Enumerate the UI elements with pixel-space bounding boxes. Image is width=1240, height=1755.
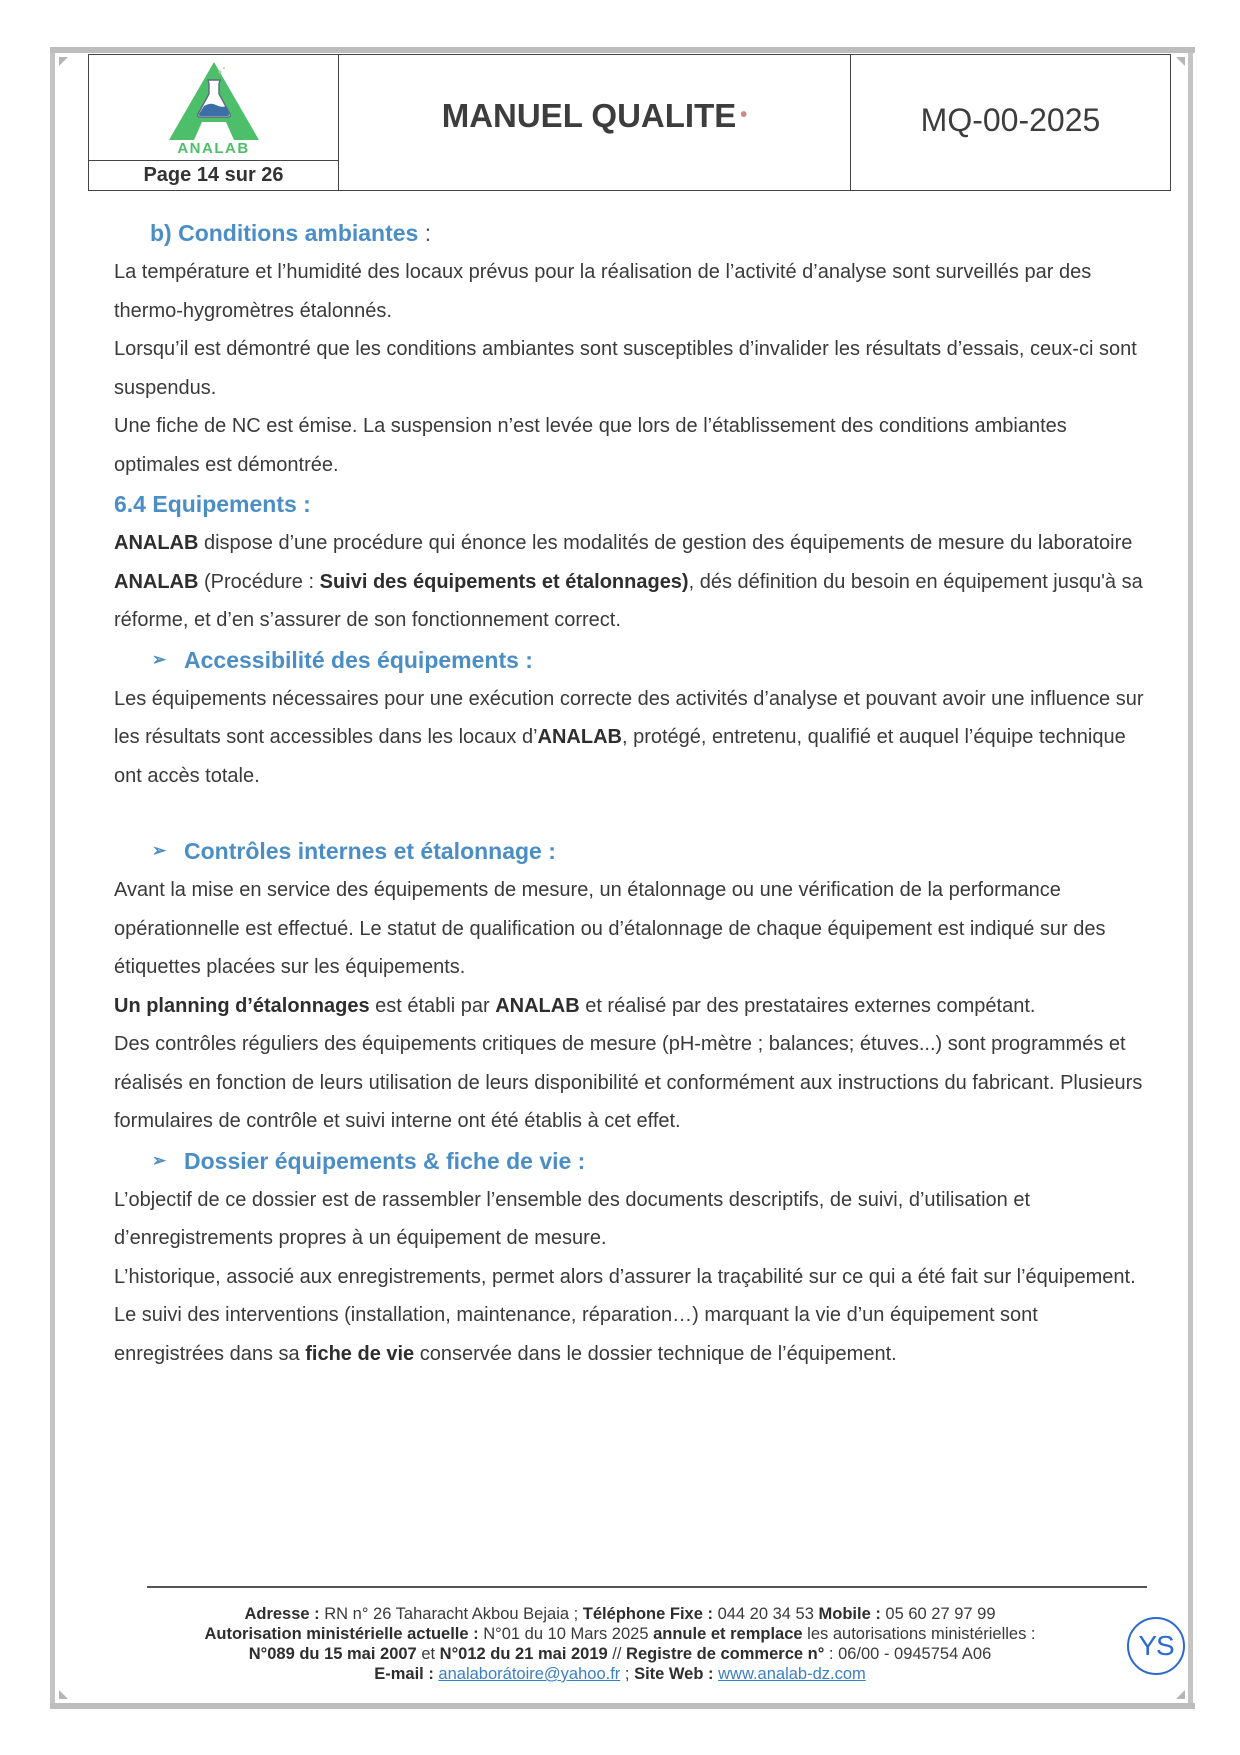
label: Site Web : [634, 1665, 714, 1683]
email-link[interactable]: analaborátoire@yahoo.fr [438, 1665, 621, 1683]
document-footer [150, 1604, 1090, 1684]
bold-text: fiche de vie [305, 1342, 415, 1365]
paragraph [114, 1296, 1144, 1373]
subsection-heading-accessibilite [114, 640, 1144, 680]
page-number: Page 14 sur 26 [89, 160, 338, 190]
text: , protégé, entretenu, qualifié et auquel l’équipe technique ont accès totale. [114, 726, 1126, 787]
footer-line-address [150, 1604, 1090, 1624]
company-logo [89, 55, 338, 160]
analab-flask-logo-icon [164, 60, 264, 140]
value: RN n° 26 Taharacht Akbou Bejaia ; [319, 1605, 583, 1623]
website-link[interactable]: www.analab-dz.com [718, 1665, 866, 1683]
document-title: MANUEL QUALITE [441, 96, 737, 134]
text: dispose d’une procédure qui énonce les modalités de gestion des équipements de mesure du laboratoire [198, 532, 1133, 554]
title-dot-mark: • [740, 104, 748, 126]
page-border-top [50, 47, 1195, 53]
paragraph: Des contrôles réguliers des équipements critiques de mesure (pH-mètre ; balances; étuves...) sont programmés et réalisés en fonction de leurs utilisation de leurs disponibilité et conformément aux instructions du fabricant. Plusieurs formulaires de contrôle et suivi interne ont été établis à cet effet. [114, 1033, 1143, 1132]
bold-text: Un planning d’étalonnages [114, 994, 370, 1017]
text: Les équipements nécessaires pour une exécution correcte des activités d’analyse et pouvant avoir une influence sur les résultats sont accessibles dans les locaux d’ [114, 687, 1144, 748]
page-border-bottom [50, 1703, 1195, 1709]
logo-text: ANALAB [177, 140, 250, 157]
page-border-left [50, 53, 55, 1703]
value: N°01 du 10 Mars 2025 [478, 1625, 654, 1643]
bold-text: ANALAB [114, 532, 199, 554]
footer-line-registry [150, 1644, 1090, 1664]
heading-text: Contrôles internes et étalonnage : [184, 838, 556, 864]
value: 05 60 27 97 99 [880, 1605, 996, 1623]
paragraph: La température et l’humidité des locaux prévus pour la réalisation de l’activité d’analyse sont surveillés par des thermo-hygromètres étalonnés. [114, 261, 1092, 322]
bold-text: ANALAB [114, 570, 199, 593]
label: N°012 du 21 mai 2019 [439, 1645, 608, 1663]
subsection-heading-controles [114, 831, 1144, 871]
corner-mark-top-right [1176, 57, 1185, 66]
bold-text: Suivi des équipements et étalonnages) [319, 570, 689, 593]
paragraph: Une fiche de NC est émise. La suspension n’est levée que lors de l’établissement des conditions ambiantes optimales est démontrée. [114, 415, 1067, 476]
paragraph: Lorsqu’il est démontré que les conditions ambiantes sont susceptibles d’invalider les résultats d’essais, ceux-ci sont suspendus. [114, 338, 1137, 399]
header-title-cell [339, 55, 851, 190]
paragraph [114, 680, 1144, 796]
section-heading-equipements: 6.4 Equipements : [114, 491, 311, 517]
initials-stamp: YS [1127, 1617, 1185, 1675]
document-body [114, 213, 1144, 1373]
spacer [114, 795, 1144, 831]
footer-line-authorization [150, 1624, 1090, 1644]
label: Téléphone Fixe : [582, 1605, 713, 1623]
heading-text: Accessibilité des équipements : [184, 646, 533, 673]
corner-mark-bottom-left [59, 1690, 68, 1699]
separator: ; [620, 1665, 635, 1683]
corner-mark-top-left [59, 57, 68, 66]
document-header [88, 54, 1171, 191]
text: , dés définition du besoin en équipement jusqu'à sa réforme, et d’en s’assurer de son fonctionnement correct. [114, 570, 1143, 631]
paragraph: L’objectif de ce dossier est de rassembler l’ensemble des documents descriptifs, de suivi, d’utilisation et d’enregistrements propres à un équipement de mesure. [114, 1188, 1031, 1249]
arrow-bullet-icon: ➢ [152, 649, 167, 669]
value: : 06/00 - 0945754 A06 [824, 1645, 992, 1663]
document-code: MQ-00-2025 [920, 102, 1101, 138]
label: Mobile : [818, 1605, 881, 1623]
heading-text: Dossier équipements & fiche de vie : [184, 1147, 586, 1174]
heading-text: b) Conditions ambiantes [150, 220, 419, 246]
text: (Procédure : [198, 570, 320, 593]
heading-colon: : [418, 220, 432, 246]
value: et [416, 1645, 440, 1663]
corner-mark-bottom-right [1176, 1690, 1185, 1699]
text: conservée dans le dossier technique de l’équipement. [414, 1342, 897, 1365]
value: 044 20 34 53 [712, 1605, 819, 1623]
text: Le suivi des interventions (installation, maintenance, réparation…) marquant la vie d’un équipement sont enregistrées dans sa [114, 1304, 1038, 1365]
label: E-mail : [374, 1665, 434, 1683]
bold-text: ANALAB [537, 726, 622, 748]
footer-divider [147, 1586, 1147, 1588]
header-code-cell [851, 55, 1170, 190]
page-border-right [1188, 53, 1193, 1703]
text: est établi par [369, 994, 496, 1017]
subsection-heading-dossier [114, 1141, 1144, 1181]
section-heading-conditions [114, 213, 1144, 253]
bold-text: ANALAB [495, 994, 580, 1017]
value: les autorisations ministérielles : [802, 1625, 1036, 1643]
label: Autorisation ministérielle actuelle : [204, 1625, 479, 1643]
label: Registre de commerce n° [626, 1645, 825, 1663]
label: Adresse : [244, 1605, 320, 1623]
arrow-bullet-icon: ➢ [152, 1150, 167, 1170]
arrow-bullet-icon: ➢ [152, 841, 167, 860]
footer-line-contact [150, 1664, 1090, 1684]
value: // [607, 1645, 627, 1663]
paragraph: Avant la mise en service des équipements de mesure, un étalonnage ou une vérification de la performance opérationnelle est effectué. Le statut de qualification ou d’étalonnage de chaque équipement est indiqué sur des étiquettes placées sur les équipements. [114, 879, 1106, 978]
text: et réalisé par des prestataires externes compétant. [579, 994, 1036, 1017]
paragraph [114, 524, 1144, 640]
label: annule et remplace [653, 1625, 803, 1643]
paragraph: L’historique, associé aux enregistrements, permet alors d’assurer la traçabilité sur ce qui a été fait sur l’équipement. [114, 1265, 1136, 1288]
header-logo-cell [89, 55, 339, 190]
label: N°089 du 15 mai 2007 [248, 1645, 417, 1663]
paragraph [114, 987, 1144, 1026]
